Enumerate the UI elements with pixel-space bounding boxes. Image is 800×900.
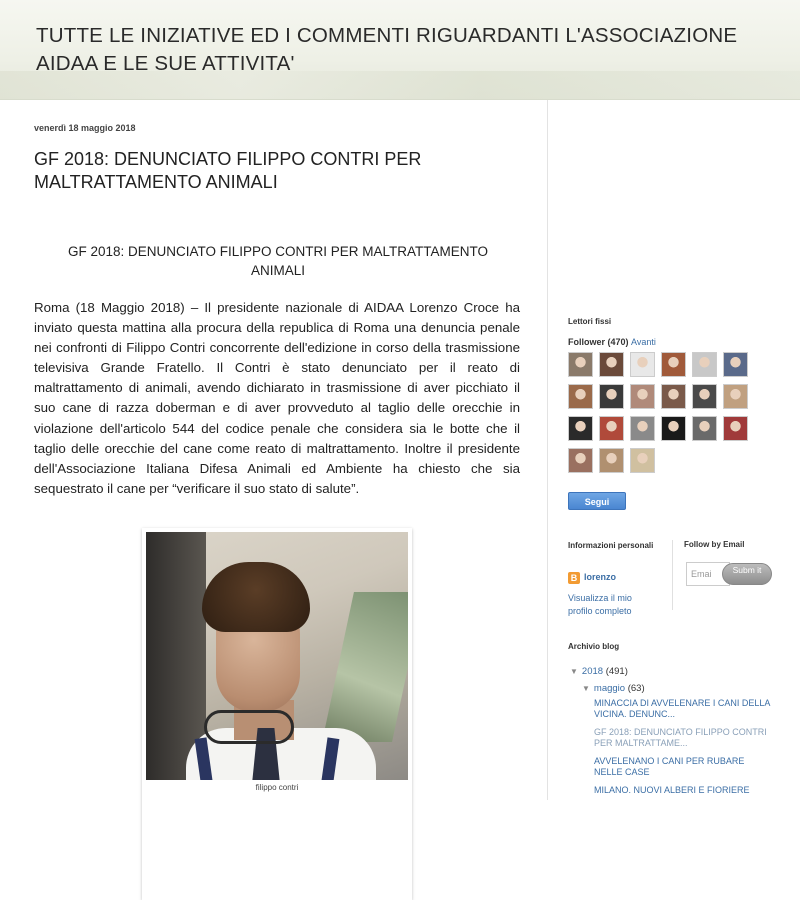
blogger-icon: B xyxy=(568,572,580,584)
archive-post-link[interactable]: AVVELENANO I CANI PER RUBARE NELLE CASE xyxy=(594,756,745,777)
follower-avatar[interactable] xyxy=(630,352,655,377)
follower-avatars xyxy=(568,352,768,473)
follower-avatar[interactable] xyxy=(661,416,686,441)
archive-post-link-current[interactable]: GF 2018: DENUNCIATO FILIPPO CONTRI PER MALTRATTAME... xyxy=(594,727,767,748)
archive-widget-title: Archivio blog xyxy=(568,642,620,651)
post-body: Roma (18 Maggio 2018) – Il presidente nazionale di AIDAA Lorenzo Croce ha inviato questa mattina alla procura della republica di Roma una denuncia penale nei confronti di Filippo Contri concorrente dell'edizione in corso della trasmissione televisiva Grande Fratello. Il Contri è stato denunciato per il reato di maltrattamento di animali, avendo dichiarato in trasmissione di aver picchiato il suo cane di razza doberman e di aver provveduto al taglio delle orecchie in violazione dell'articolo 544 del codice penale che considera sia le botte che il taglio delle orecchie del cane come reato di maltrattamento. Inoltre il presidente dell'Associazione Italiana Difesa Animali ed Ambiente ha chiesto che sia sequestrato il cane per “verificare il suo stato di salute”. xyxy=(34,300,520,496)
email-widget-title: Follow by Email xyxy=(684,540,745,549)
followers-widget-title: Lettori fissi xyxy=(568,317,612,326)
sidebar xyxy=(556,100,800,800)
follower-avatar[interactable] xyxy=(568,448,593,473)
archive-year-2018[interactable] xyxy=(570,666,628,677)
archive-post-link[interactable]: MINACCIA DI AVVELENARE I CANI DELLA VICINA. DENUNC... xyxy=(594,698,770,719)
profile-name-link[interactable]: lorenzo xyxy=(584,572,617,582)
follower-avatar[interactable] xyxy=(723,352,748,377)
triangle-down-icon[interactable]: ▼ xyxy=(582,684,590,693)
email-input[interactable]: Emai xyxy=(686,562,730,586)
photo-car-window xyxy=(322,592,408,742)
follower-avatar[interactable] xyxy=(568,416,593,441)
photo-hair xyxy=(202,562,310,632)
sidebar-divider xyxy=(672,540,673,610)
triangle-down-icon[interactable]: ▼ xyxy=(570,667,578,676)
post-subtitle: GF 2018: DENUNCIATO FILIPPO CONTRI PER MALTRATTAMENTO ANIMALI xyxy=(67,244,489,278)
follower-avatar[interactable] xyxy=(599,416,624,441)
follower-avatar[interactable] xyxy=(723,384,748,409)
post-title[interactable]: GF 2018: DENUNCIATO FILIPPO CONTRI PER MALTRATTAMENTO ANIMALI xyxy=(34,149,422,192)
followers-next-link[interactable]: Avanti xyxy=(631,337,656,347)
archive-year-label[interactable]: 2018 xyxy=(581,666,604,677)
followers-count-label: Follower (470) xyxy=(568,337,629,347)
follower-avatar[interactable] xyxy=(599,448,624,473)
follower-avatar[interactable] xyxy=(630,448,655,473)
email-submit-button[interactable]: Subm it xyxy=(722,563,772,585)
profile-full-link[interactable]: Visualizza il mio profilo completo xyxy=(568,593,632,616)
follower-avatar[interactable] xyxy=(661,352,686,377)
follower-avatar[interactable] xyxy=(692,384,717,409)
post-image[interactable] xyxy=(146,532,408,780)
follower-avatar[interactable] xyxy=(568,352,593,377)
follower-avatar[interactable] xyxy=(599,352,624,377)
archive-month-count: (63) xyxy=(627,683,645,694)
blog-header xyxy=(0,0,800,100)
blog-title[interactable]: TUTTE LE INIZIATIVE ED I COMMENTI RIGUARDANTI L'ASSOCIAZIONE AIDAA E LE SUE ATTIVITA' xyxy=(36,24,738,75)
follower-avatar[interactable] xyxy=(692,352,717,377)
follower-avatar[interactable] xyxy=(723,416,748,441)
archive-post-link[interactable]: MILANO. NUOVI ALBERI E FIORIERE xyxy=(594,785,750,795)
follower-avatar[interactable] xyxy=(630,384,655,409)
follower-avatar[interactable] xyxy=(568,384,593,409)
follow-button[interactable]: Segui xyxy=(568,492,626,510)
image-caption: filippo contri xyxy=(255,783,299,792)
archive-month-label[interactable]: maggio xyxy=(593,683,626,694)
post-date: venerdì 18 maggio 2018 xyxy=(34,123,136,133)
archive-posts-list xyxy=(594,698,774,803)
follower-avatar[interactable] xyxy=(692,416,717,441)
follower-avatar[interactable] xyxy=(599,384,624,409)
post-image-frame[interactable] xyxy=(142,528,412,900)
photo-sunglasses xyxy=(204,710,294,744)
follower-avatar[interactable] xyxy=(661,384,686,409)
followers-count xyxy=(568,337,656,347)
archive-year-count: (491) xyxy=(605,666,628,677)
main-column xyxy=(0,100,548,800)
follower-avatar[interactable] xyxy=(630,416,655,441)
profile-widget-title: Informazioni personali xyxy=(568,541,654,550)
archive-month-maggio[interactable] xyxy=(582,683,645,694)
